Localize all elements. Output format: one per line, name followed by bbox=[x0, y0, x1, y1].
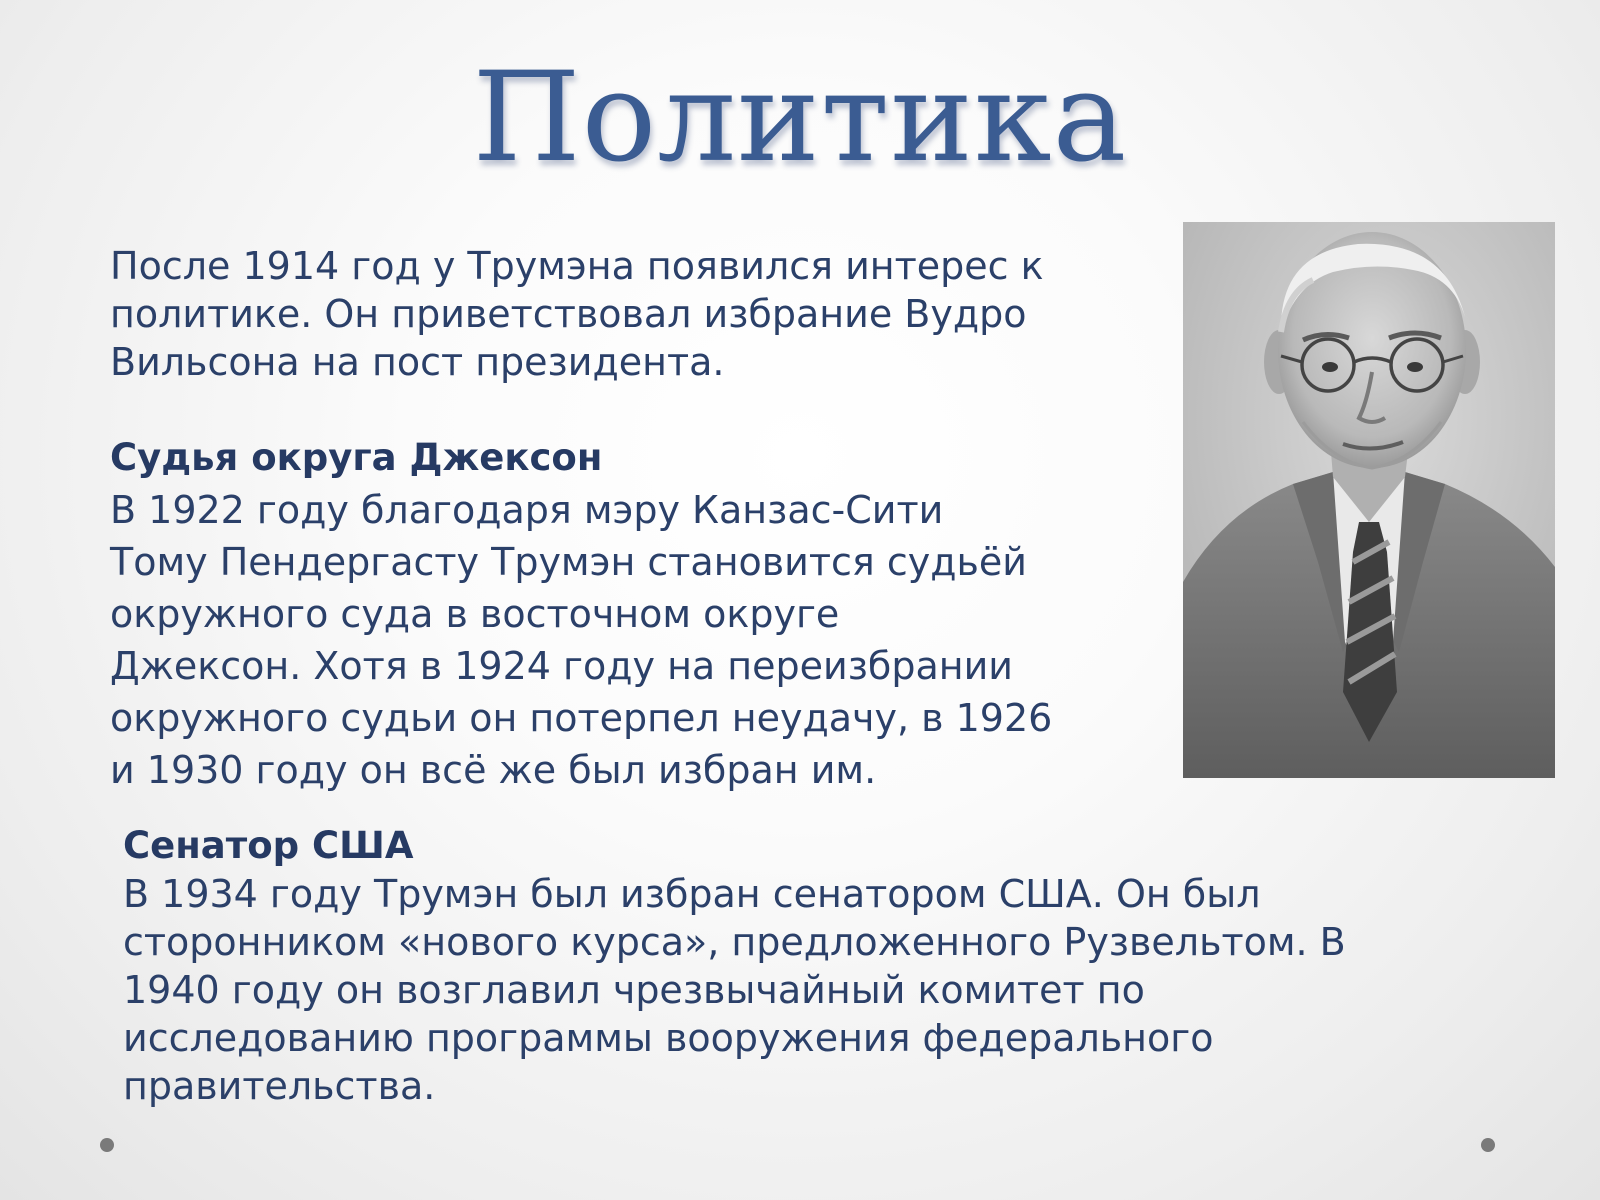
judge-line: окружного судьи он потерпел неудачу, в 1926 bbox=[110, 696, 1053, 740]
intro-line: После 1914 год у Трумэна появился интерес к bbox=[110, 244, 1044, 288]
judge-section bbox=[110, 434, 1190, 794]
judge-line: В 1922 году благодаря мэру Канзас-Сити bbox=[110, 488, 944, 532]
portrait-illustration bbox=[1183, 222, 1555, 778]
senator-section bbox=[123, 822, 1523, 1110]
slide-title: Политика bbox=[472, 46, 1128, 190]
portrait-photo bbox=[1183, 222, 1555, 778]
senator-heading: Сенатор США bbox=[123, 824, 414, 867]
intro-text bbox=[110, 242, 1190, 386]
senator-line: правительства. bbox=[123, 1064, 436, 1108]
judge-line: Тому Пендергасту Трумэн становится судьёй bbox=[110, 540, 1027, 584]
senator-text bbox=[123, 870, 1523, 1110]
senator-line: В 1934 году Трумэн был избран сенатором США. Он был bbox=[123, 872, 1261, 916]
judge-line: окружного суда в восточном округе bbox=[110, 592, 840, 636]
senator-line: исследованию программы вооружения федерального bbox=[123, 1016, 1214, 1060]
judge-heading: Судья округа Джексон bbox=[110, 436, 603, 479]
decorative-dot-left bbox=[100, 1138, 114, 1152]
intro-line: политике. Он приветствовал избрание Вудро bbox=[110, 292, 1027, 336]
senator-line: сторонником «нового курса», предложенного Рузвельтом. В bbox=[123, 920, 1346, 964]
senator-line: 1940 году он возглавил чрезвычайный комитет по bbox=[123, 968, 1145, 1012]
judge-line: и 1930 году он всё же был избран им. bbox=[110, 748, 877, 792]
judge-text bbox=[110, 486, 1190, 794]
decorative-dot-right bbox=[1481, 1138, 1495, 1152]
judge-line: Джексон. Хотя в 1924 году на переизбрании bbox=[110, 644, 1013, 688]
intro-line: Вильсона на пост президента. bbox=[110, 340, 725, 384]
